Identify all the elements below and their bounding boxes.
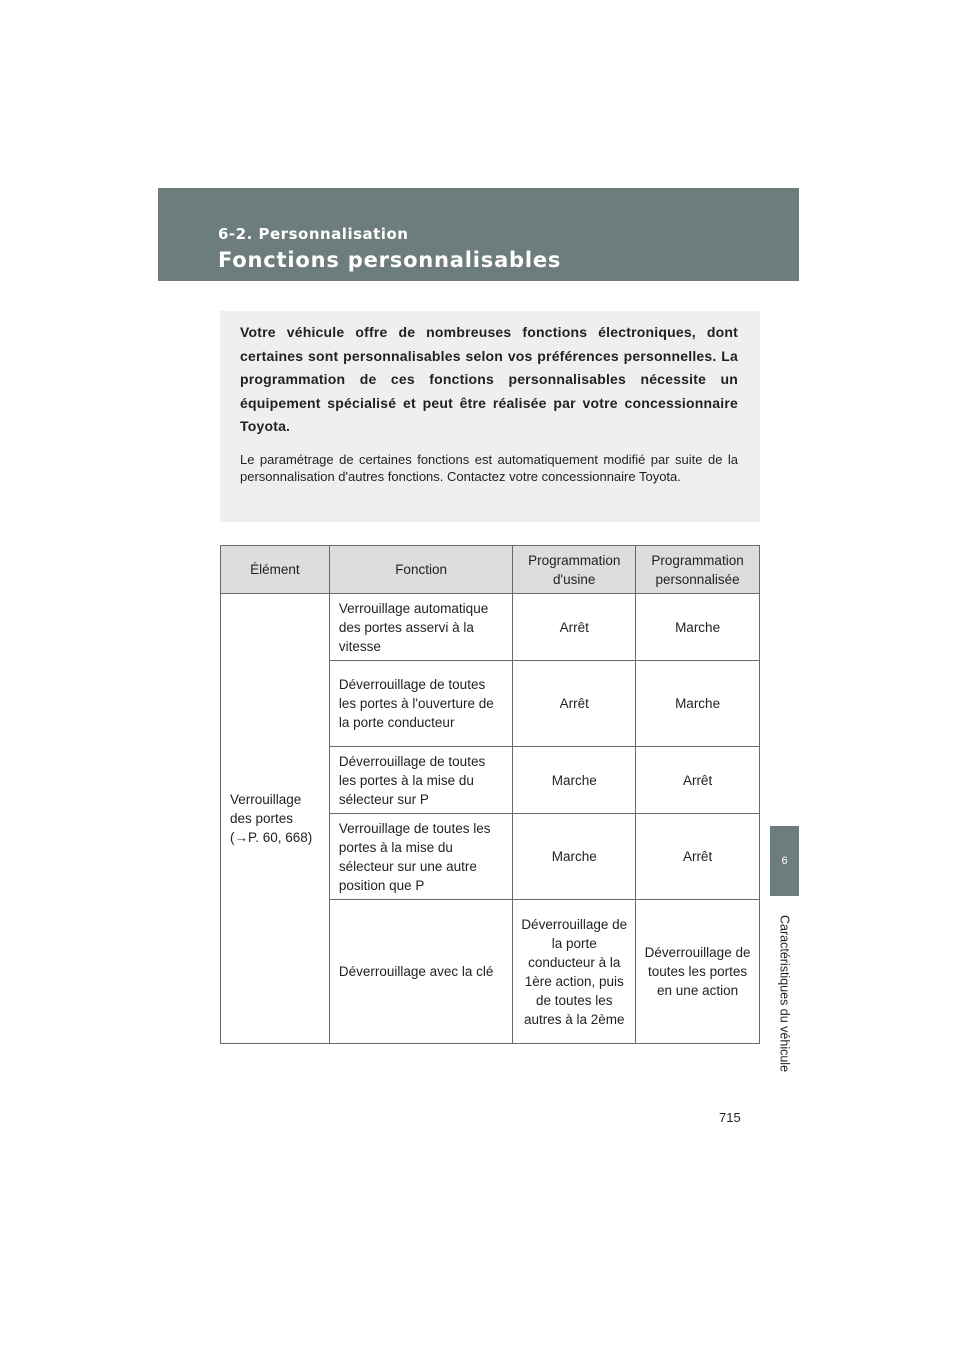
factory-cell: Arrêt — [513, 661, 636, 747]
chapter-number: 6 — [781, 855, 788, 867]
function-cell: Déverrouillage de toutes les portes à la mise du sélecteur sur P — [329, 747, 512, 814]
section-label: 6-2. Personnalisation — [218, 225, 409, 243]
function-cell: Verrouillage de toutes les portes à la mise du sélecteur sur une autre position que P — [329, 814, 512, 900]
custom-cell: Arrêt — [636, 814, 760, 900]
factory-cell: Marche — [513, 747, 636, 814]
chapter-label: Caractéristiques du véhicule — [777, 915, 792, 1073]
intro-box — [220, 311, 760, 522]
table-row — [221, 594, 760, 661]
function-cell: Verrouillage automatique des portes asservi à la vitesse — [329, 594, 512, 661]
function-cell: Déverrouillage avec la clé — [329, 900, 512, 1044]
custom-cell: Arrêt — [636, 747, 760, 814]
intro-lead: Votre véhicule offre de nombreuses fonctions électroniques, dont certaines sont personnalisables selon vos préférences personnelles. La programmation de ces fonctions personnalisables nécessite un équipement spécialisé et peut être réalisée par votre concessionnaire Toyota. — [240, 324, 738, 434]
custom-cell: Déverrouillage de toutes les portes en une action — [636, 900, 760, 1044]
intro-body: Le paramétrage de certaines fonctions est automatiquement modifié par suite de la personnalisation d'autres fonctions. Contactez votre concessionnaire Toyota. — [240, 451, 738, 484]
custom-cell: Marche — [636, 594, 760, 661]
function-cell: Déverrouillage de toutes les portes à l'ouverture de la porte conducteur — [329, 661, 512, 747]
factory-cell: Marche — [513, 814, 636, 900]
element-cell: Verrouillage des portes (→P. 60, 668) — [221, 594, 330, 1044]
factory-cell: Arrêt — [513, 594, 636, 661]
chapter-tab — [770, 826, 799, 896]
section-header — [158, 188, 799, 281]
custom-cell: Marche — [636, 661, 760, 747]
table-header-row — [221, 546, 760, 594]
header-factory-setting: Programmation d'usine — [513, 546, 636, 594]
chapter-label-wrap — [770, 900, 799, 1088]
page-title: Fonctions personnalisables — [218, 248, 562, 272]
header-function: Fonction — [329, 546, 512, 594]
customization-table — [220, 545, 760, 1044]
header-custom-setting: Programmation personnalisée — [636, 546, 760, 594]
factory-cell: Déverrouillage de la porte conducteur à la 1ère action, puis de toutes les autres à la 2ème — [513, 900, 636, 1044]
header-element: Élément — [221, 546, 330, 594]
page-number: 715 — [719, 1110, 741, 1125]
